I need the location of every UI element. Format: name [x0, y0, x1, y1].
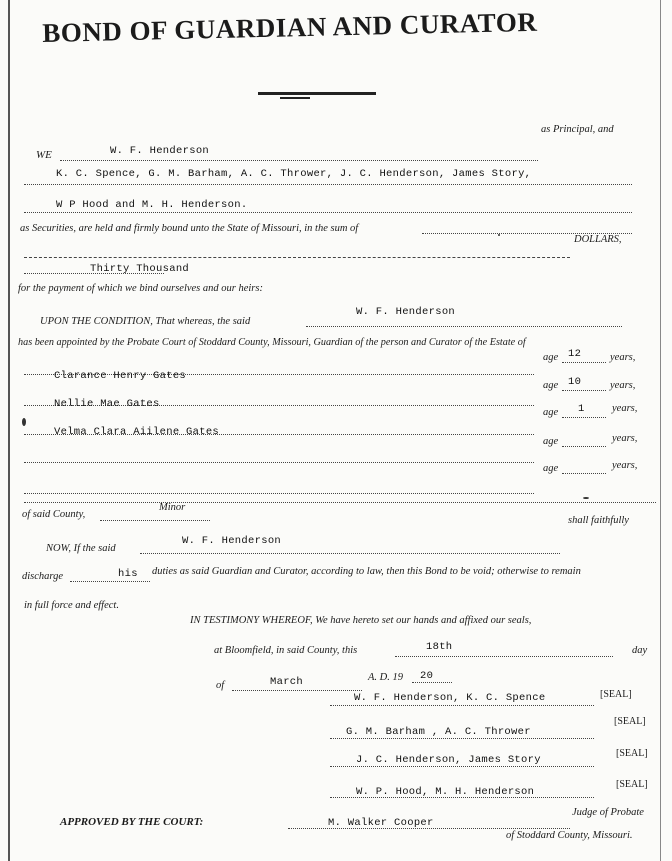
principal-name: W. F. Henderson [110, 145, 210, 157]
of-label: of [216, 680, 225, 691]
age-label-2: age [543, 380, 559, 391]
age-line-5 [562, 473, 606, 474]
document-title: BOND OF GUARDIAN AND CURATOR [42, 6, 538, 48]
ward-name-3: Velma Clara Aiilene Gates [54, 426, 220, 438]
shall-faithfully-label: shall faithfully [568, 515, 629, 526]
ink-mark [22, 418, 26, 426]
principal-line [60, 160, 538, 161]
signature-line-2 [330, 738, 594, 739]
dollars-label: DOLLARS, [574, 234, 622, 245]
page-left-edge [8, 0, 10, 861]
ink-speck-2 [583, 497, 589, 499]
payment-text: for the payment of which we bind ourselves and our heirs: [18, 283, 263, 294]
county-label: of Stoddard County, Missouri. [506, 830, 633, 841]
years-label-4: years, [612, 433, 638, 444]
said-guardian-line [306, 326, 622, 327]
signature-4: W. P. Hood, M. H. Henderson [356, 786, 535, 798]
condition-text: UPON THE CONDITION, That whereas, the said [40, 316, 251, 327]
signature-line-1 [330, 705, 594, 706]
ward-line-extra [24, 502, 656, 503]
principal-label: as Principal, and [541, 124, 614, 135]
ad-label: A. D. 19 [368, 672, 403, 683]
years-label-5: years, [612, 460, 638, 471]
page-right-edge [660, 0, 661, 861]
duties-text: duties as said Guardian and Curator, according to law, then this Bond to be void; otherwise to remain [152, 566, 581, 577]
year-value: 20 [420, 670, 434, 682]
title-underline [258, 92, 376, 95]
judge-name: M. Walker Cooper [328, 817, 434, 829]
age-line-1 [562, 362, 606, 363]
ward-line-5 [24, 493, 534, 494]
approved-label: APPROVED BY THE COURT: [60, 816, 204, 828]
sum-amount: Thirty Thousand [90, 263, 190, 275]
judge-label: Judge of Probate [572, 807, 644, 818]
ink-speck [498, 234, 500, 236]
seal-3: [SEAL] [616, 748, 648, 759]
now-name-line [140, 553, 560, 554]
of-said-county-label: of said County, [22, 509, 86, 520]
day-line [395, 656, 613, 657]
securities-names-2: W P Hood and M. H. Henderson. [56, 199, 248, 211]
full-force-text: in full force and effect. [24, 600, 119, 611]
age-label-3: age [543, 407, 559, 418]
sum-amount-line [24, 273, 164, 274]
securities-names-1: K. C. Spence, G. M. Barham, A. C. Thrower, J. C. Henderson, James Story, [56, 168, 532, 180]
month-value: March [270, 676, 304, 688]
signature-line-3 [330, 766, 594, 767]
ward-status-line [100, 520, 210, 521]
age-label-1: age [543, 352, 559, 363]
year-line [412, 682, 452, 683]
ward-age-1: 12 [568, 348, 582, 360]
securities-text: as Securities, are held and firmly bound unto the State of Missouri, in the sum of [20, 223, 359, 234]
age-line-4 [562, 446, 606, 447]
seal-1: [SEAL] [600, 689, 632, 700]
now-text: NOW, If the said [46, 543, 116, 554]
ward-name-1: Clarance Henry Gates [54, 370, 187, 382]
ward-status: Minor [159, 502, 186, 513]
at-bloomfield-text: at Bloomfield, in said County, this [214, 645, 358, 656]
day-label: day [632, 645, 648, 656]
years-label-2: years, [610, 380, 636, 391]
now-name: W. F. Henderson [182, 535, 282, 547]
securities-line-1 [24, 184, 632, 185]
discharge-label: discharge [22, 571, 64, 582]
month-line [232, 690, 362, 691]
ward-age-3: 1 [578, 403, 585, 415]
age-label-5: age [543, 463, 559, 474]
securities-line-2 [24, 212, 632, 213]
we-label: WE [36, 149, 52, 161]
ward-name-2: Nellie Mae Gates [54, 398, 160, 410]
pronoun-line [70, 581, 150, 582]
age-line-3 [562, 417, 606, 418]
seal-2: [SEAL] [614, 716, 646, 727]
testimony-text: IN TESTIMONY WHEREOF, We have hereto set our hands and affixed our seals, [190, 615, 532, 626]
ward-age-2: 10 [568, 376, 582, 388]
ward-line-4 [24, 462, 534, 463]
age-label-4: age [543, 436, 559, 447]
appointed-text: has been appointed by the Probate Court of Stoddard County, Missouri, Guardian of the person and Curator of the Estate of [18, 337, 526, 348]
years-label-3: years, [612, 403, 638, 414]
day-value: 18th [426, 641, 453, 653]
signature-1: W. F. Henderson, K. C. Spence [354, 692, 546, 704]
signature-2: G. M. Barham , A. C. Thrower [346, 726, 531, 738]
signature-3: J. C. Henderson, James Story [356, 754, 541, 766]
years-label-1: years, [610, 352, 636, 363]
said-guardian-name: W. F. Henderson [356, 306, 456, 318]
seal-4: [SEAL] [616, 779, 648, 790]
title-underline-accent [280, 97, 310, 99]
age-line-2 [562, 390, 606, 391]
pronoun: his [118, 568, 138, 580]
sum-line [24, 257, 570, 258]
